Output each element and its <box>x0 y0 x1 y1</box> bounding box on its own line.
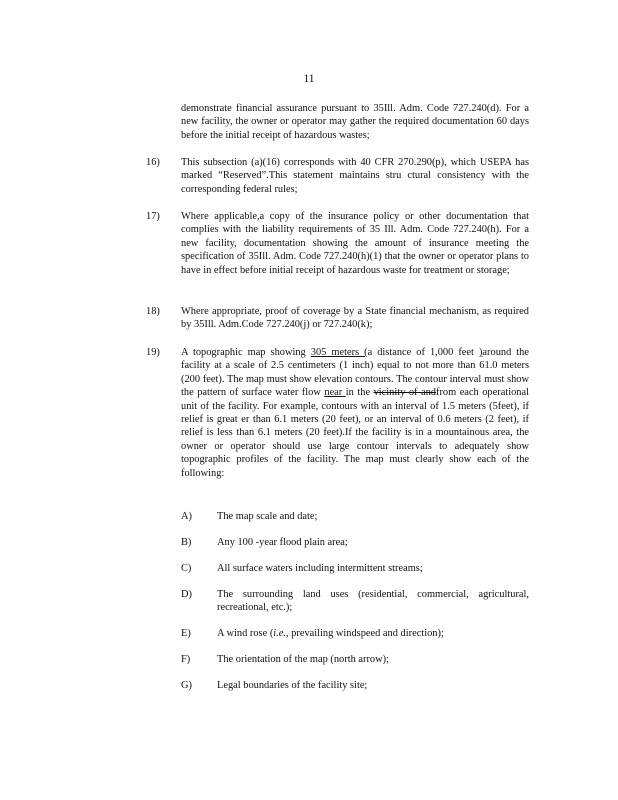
subitem-a-text: The map scale and date; <box>217 511 318 522</box>
subitem-a-label: A) <box>181 511 192 522</box>
item-18-text: Where appropriate, proof of coverage by a State financial mechanism, as required by 35Ill. Adm.Code 727.240(j) or 727.240(k); <box>181 306 529 331</box>
item-18-number: 18) <box>146 306 160 317</box>
struck-deletion: vicinity of and <box>373 387 436 399</box>
page-number: 11 <box>303 73 315 85</box>
underlined-insertion: 305 meters ( <box>310 347 368 358</box>
intro-paragraph: demonstrate financial assurance pursuant to 35Ill. Adm. Code 727.240(d). For a new facility, the owner or operator may gather the required documentation 60 days before the initial receipt of hazardous wastes; <box>181 103 529 141</box>
item-17-text: Where applicable,a copy of the insurance policy or other documentation that complies with the liability requirements of 35 Ill. Adm. Code 727.240(h). For a new facility, documentation showing the amount of insurance meeting the specification of 35Ill. Adm. Code 727.240(h)(1) that the owner or operator plans to have in effect before initial receipt of hazardous waste for treatment or storage; <box>181 211 529 276</box>
item-16-text: This subsection (a)(16) corresponds with 40 CFR 270.290(p), which USEPA has marked “Reserved”.This statement maintains stru ctural consistency with the corresponding federal rules; <box>181 157 529 195</box>
subitem-c-label: C) <box>181 563 192 574</box>
subitem-e-label: E) <box>181 628 191 639</box>
subitem-c-text: All surface waters including intermittent streams; <box>217 563 423 574</box>
subitem-d-label: D) <box>181 589 192 600</box>
subitem-b-label: B) <box>181 537 192 548</box>
item-16-number: 16) <box>146 157 160 168</box>
underlined-insertion: ) <box>478 347 483 358</box>
subitem-b-text: Any 100 -year flood plain area; <box>217 537 348 548</box>
subitem-g-label: G) <box>181 680 192 691</box>
subitem-g-text: Legal boundaries of the facility site; <box>217 680 368 691</box>
item-19-number: 19) <box>146 347 160 358</box>
subitem-f-label: F) <box>181 654 191 665</box>
subitem-e-text: A wind rose (i.e., prevailing windspeed and direction); <box>217 628 444 639</box>
subitem-d-text: The surrounding land uses (residential, commercial, agricultural, recreational, etc.); <box>217 589 529 614</box>
item-17-number: 17) <box>146 211 160 222</box>
subitem-f-text: The orientation of the map (north arrow); <box>217 654 389 665</box>
underlined-insertion: near <box>324 387 346 399</box>
item-19-text: A topographic map showing 305 meters (a distance of 1,000 feet )around the facility at a scale of 2.5 centimeters (1 inch) equal to not more than 61.0 meters (200 feet). The map must show elevation contours. The contour interval must show the pattern of surface water flow near in the vicinity of andfrom each operational unit of the facility. For example, contours with an interval of 1.5 meters (5feet), if relief is great er than 6.1 meters (20 feet), or an interval of 0.6 meters (2 feet), if relief is less than 6.1 meters (20 feet).If the facility is in a mountainous area, the owner or operator should use large contour intervals to adequately show topographic profiles of the facility. The map must clearly show each of the following: <box>181 347 529 479</box>
